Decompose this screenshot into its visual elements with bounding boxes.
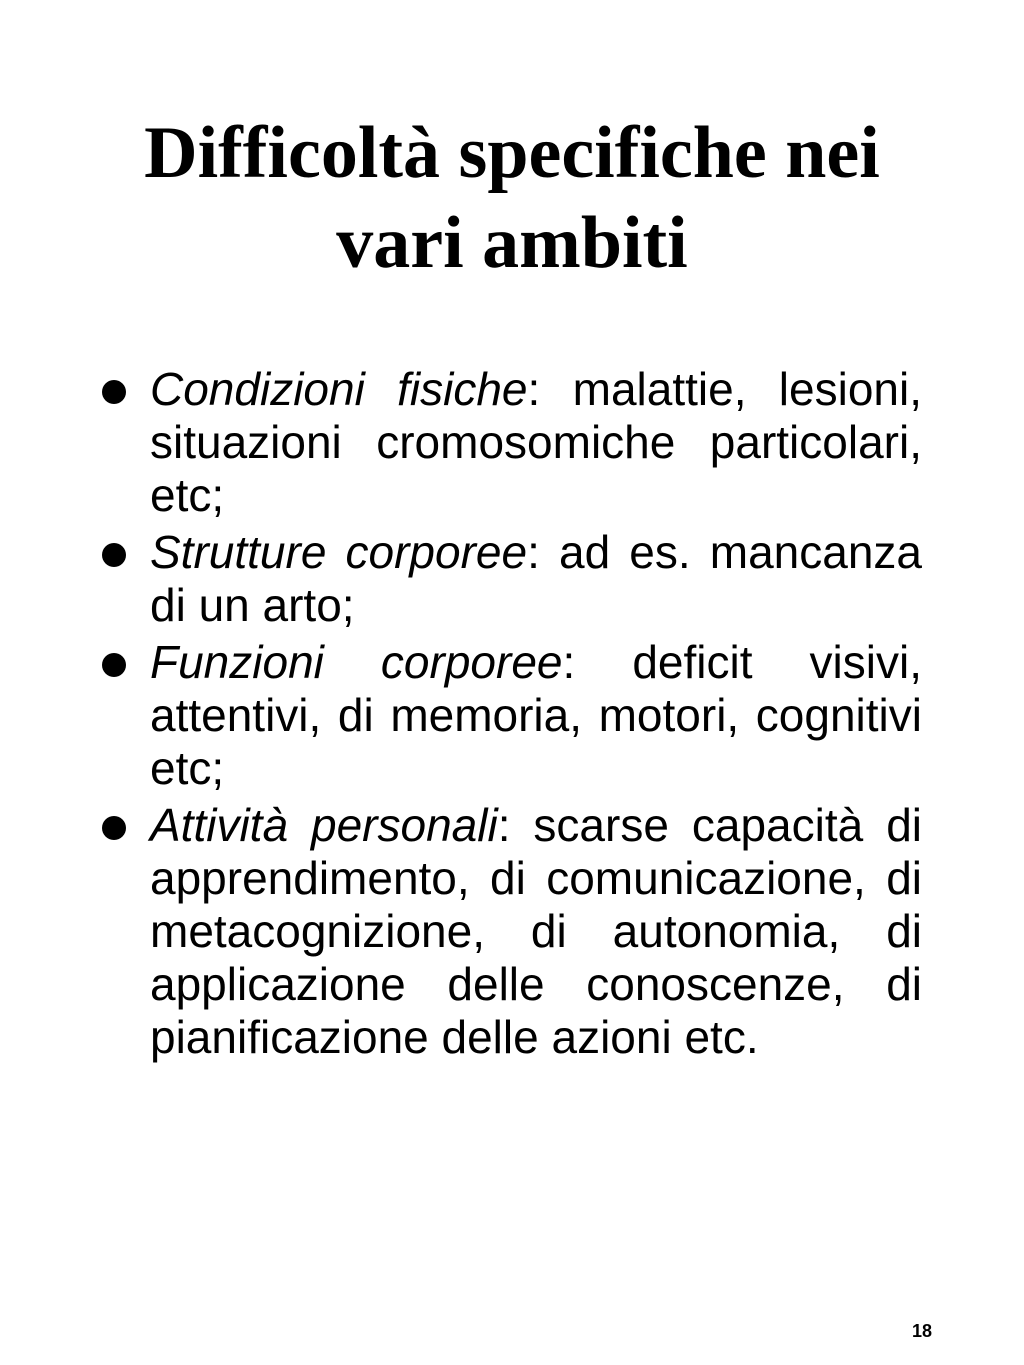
bullet-term: Condizioni fisiche bbox=[150, 363, 528, 415]
bullet-separator: : bbox=[527, 363, 541, 415]
page-number: 18 bbox=[911, 1321, 932, 1341]
bullet-list bbox=[100, 363, 922, 1068]
bullet-dot-icon bbox=[102, 816, 126, 840]
bullet-term: Strutture corporee bbox=[150, 526, 528, 578]
bullet-dot-icon bbox=[102, 380, 126, 404]
bullet-text: deficit visivi, attentivi, di memoria, motori, cognitivi etc; bbox=[150, 636, 922, 794]
bullet-dot-icon bbox=[102, 653, 126, 677]
bullet-term: Funzioni corporee bbox=[150, 636, 563, 688]
bullet-text: scarse capacità di apprendimento, di comunicazione, di metacognizione, di autonomia, di applicazione delle conoscenze, di pianificazione delle azioni etc. bbox=[150, 799, 922, 1063]
bullet-strutture-corporee bbox=[100, 526, 922, 632]
title-line-1: Difficoltà specifiche nei bbox=[144, 112, 880, 194]
bullet-text: ad es. mancanza di un arto; bbox=[150, 526, 922, 631]
title-line-2: vari ambiti bbox=[336, 202, 688, 284]
bullet-condizioni-fisiche bbox=[100, 363, 922, 522]
bullet-attivita-personali bbox=[100, 799, 922, 1064]
bullet-dot-icon bbox=[102, 543, 126, 567]
slide-title bbox=[60, 108, 964, 288]
bullet-separator: : bbox=[527, 526, 540, 578]
bullet-separator: : bbox=[562, 636, 576, 688]
bullet-term: Attività personali bbox=[150, 799, 498, 851]
bullet-funzioni-corporee bbox=[100, 636, 922, 795]
bullet-separator: : bbox=[497, 799, 511, 851]
bullet-text: malattie, lesioni, situazioni cromosomiche particolari, etc; bbox=[150, 363, 922, 521]
